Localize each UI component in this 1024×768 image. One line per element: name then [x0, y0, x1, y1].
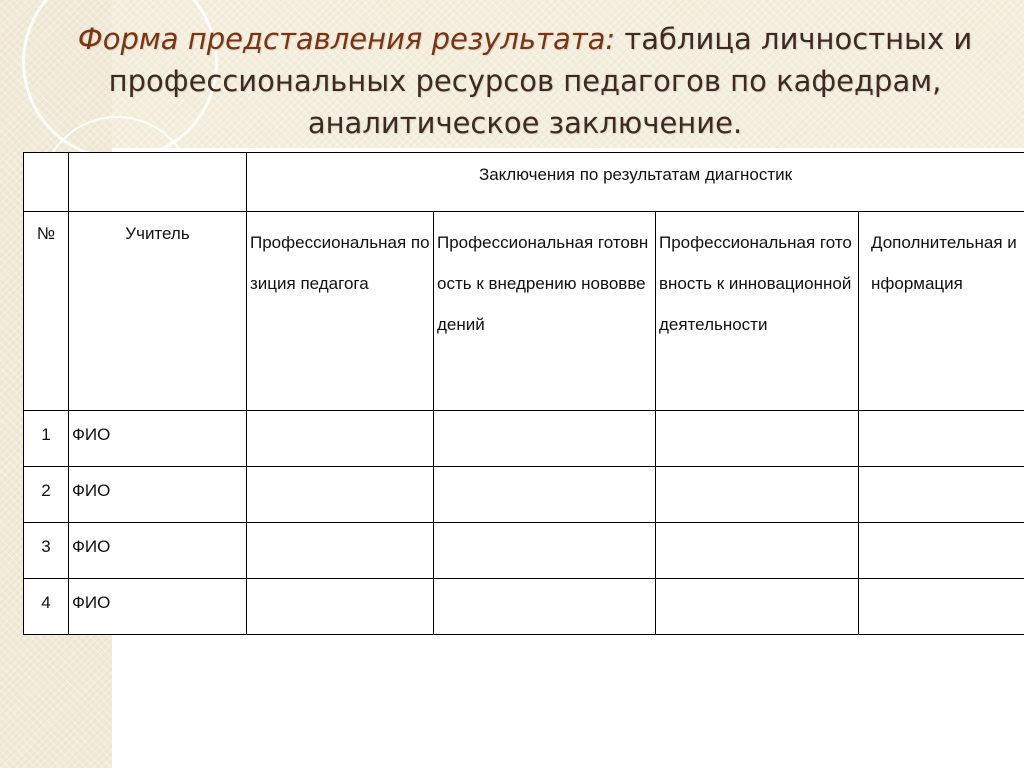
table-cell [859, 467, 1024, 523]
results-table [23, 152, 1024, 635]
row-name: ФИО [72, 537, 111, 556]
row-name: ФИО [72, 425, 111, 444]
table-row [24, 579, 1024, 635]
row-name-cell [69, 579, 247, 635]
header-num-label: № [36, 224, 56, 243]
row-name: ФИО [72, 593, 111, 612]
row-num-cell [24, 523, 69, 579]
row-num: 3 [41, 537, 51, 556]
empty-cell [24, 153, 69, 212]
table-cell [434, 579, 656, 635]
row-name-cell [69, 467, 247, 523]
table-cell [859, 411, 1024, 467]
row-num-cell [24, 411, 69, 467]
table-cell [247, 523, 434, 579]
table-cell [247, 467, 434, 523]
slide-title [60, 18, 990, 144]
table-cell [434, 467, 656, 523]
header-professional-position-label: Профессиональная позиция педагога [250, 233, 430, 293]
row-num-cell [24, 579, 69, 635]
header-teacher-label: Учитель [125, 224, 190, 243]
table-cell [247, 411, 434, 467]
table-row [24, 523, 1024, 579]
empty-cell [69, 153, 247, 212]
table-cell [859, 523, 1024, 579]
table-cell [656, 579, 859, 635]
row-num: 4 [41, 593, 51, 612]
table-super-header-row [24, 153, 1024, 212]
row-num: 1 [41, 425, 51, 444]
header-additional-info-label: Дополнительная информация [871, 233, 1017, 293]
row-name-cell [69, 411, 247, 467]
table-cell [434, 523, 656, 579]
table-cell [656, 523, 859, 579]
header-teacher [69, 212, 247, 411]
row-name-cell [69, 523, 247, 579]
header-readiness-innovations-label: Профессиональная готовность к внедрению нововведений [437, 233, 649, 334]
header-readiness-innovations [434, 212, 656, 411]
table-cell [434, 411, 656, 467]
table-cell [247, 579, 434, 635]
super-header-cell [247, 153, 1024, 212]
row-name: ФИО [72, 481, 111, 500]
header-professional-position [247, 212, 434, 411]
title-rest: таблица личностных и профессиональных ресурсов педагогов по кафедрам, аналитическое заключение. [108, 22, 973, 140]
header-additional-info [859, 212, 1024, 411]
table-row [24, 411, 1024, 467]
table-row [24, 467, 1024, 523]
row-num-cell [24, 467, 69, 523]
header-readiness-innovation-activity-label: Профессиональная готовность к инновационной деятельности [659, 233, 852, 334]
table-header-row [24, 212, 1024, 411]
table-cell [656, 411, 859, 467]
super-header-label: Заключения по результатам диагностик [478, 165, 793, 184]
table-cell [859, 579, 1024, 635]
title-lead: Форма представления результата: [77, 22, 616, 56]
header-readiness-innovation-activity [656, 212, 859, 411]
header-num [24, 212, 69, 411]
row-num: 2 [41, 481, 51, 500]
table-cell [656, 467, 859, 523]
